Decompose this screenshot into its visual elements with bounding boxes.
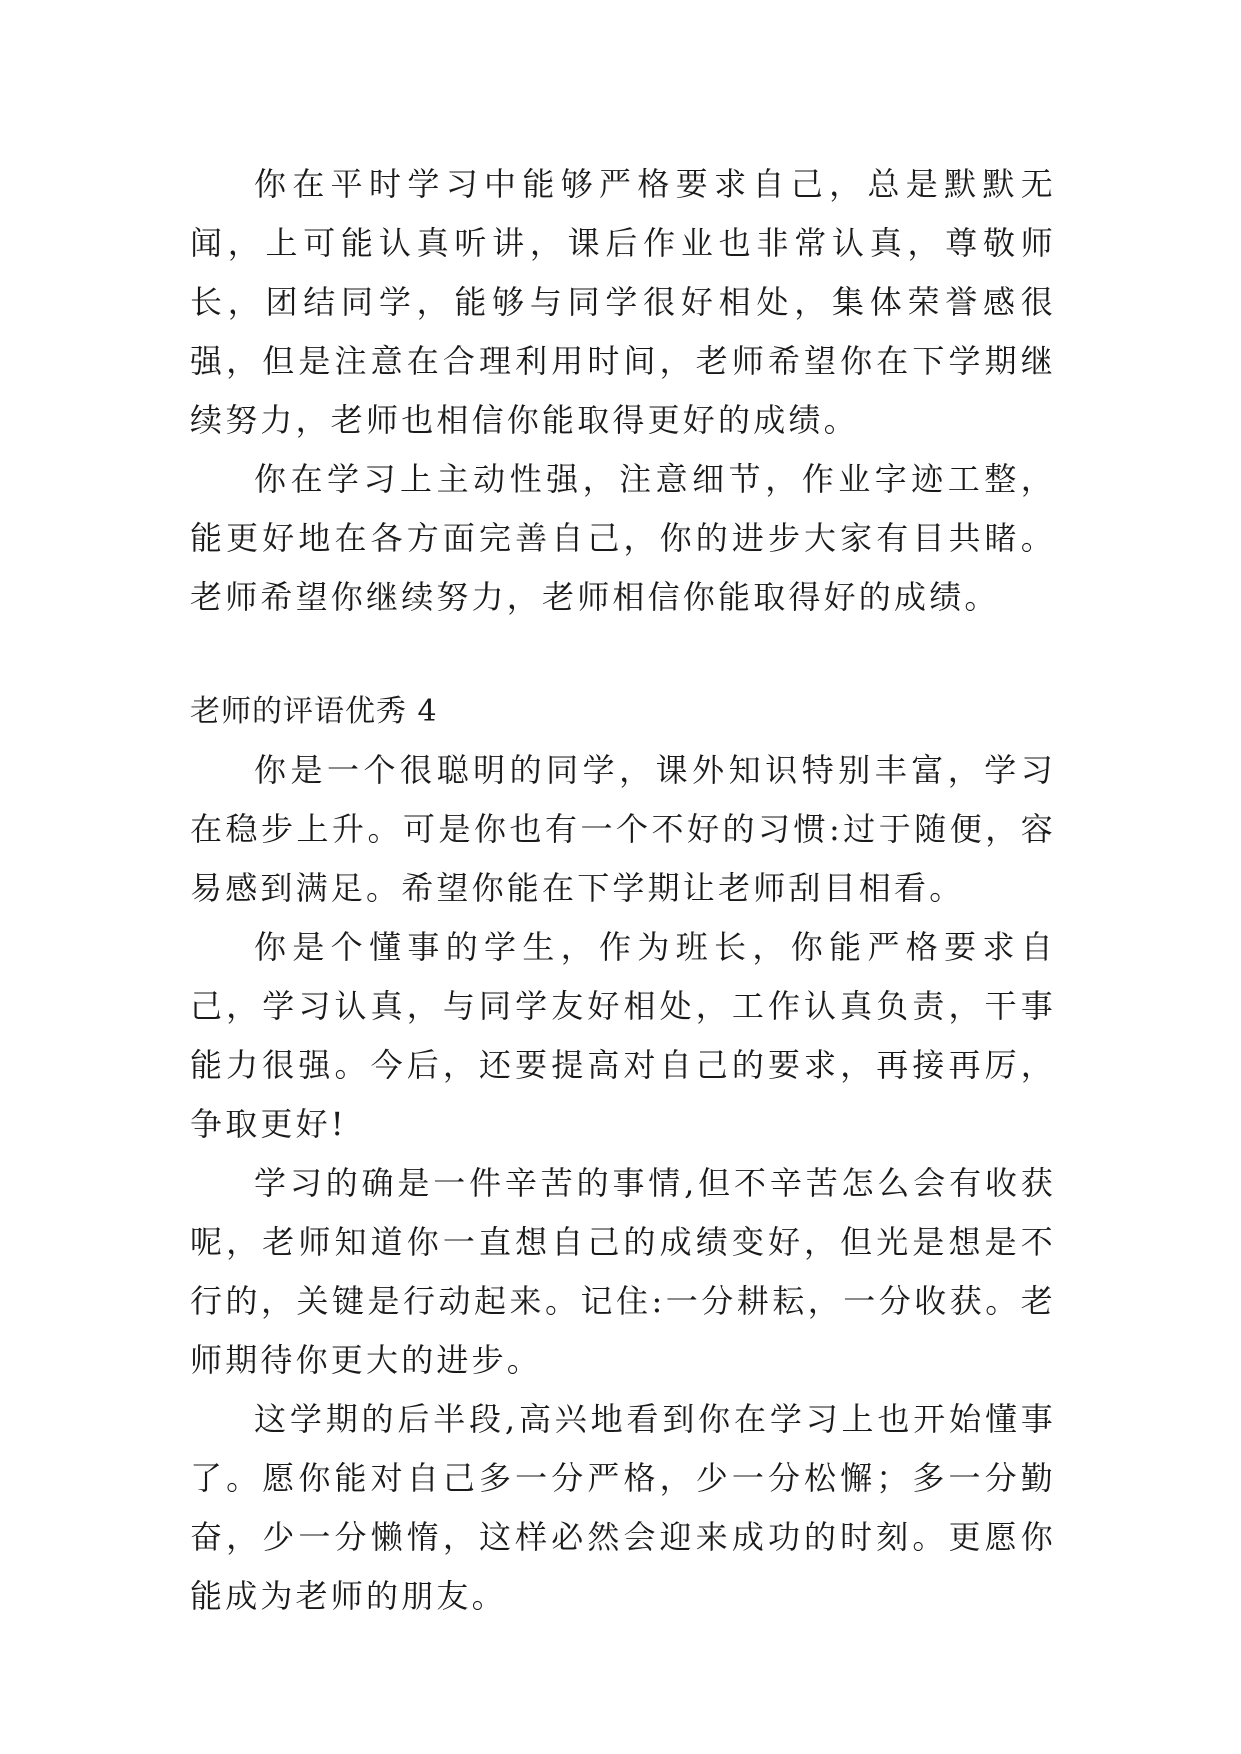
paragraph-second-half-term: 这学期的后半段,高兴地看到你在学习上也开始懂事了。愿你能对自己多一分严格，少一分松懈；多一分勤奋，少一分懒惰，这样必然会迎来成功的时刻。更愿你能成为老师的朋友。 bbox=[190, 1400, 1056, 1615]
document-body bbox=[190, 155, 1056, 1626]
paragraph-initiative-student: 你在学习上主动性强，注意细节，作业字迹工整，能更好地在各方面完善自己，你的进步大家有目共睹。老师希望你继续努力，老师相信你能取得好的成绩。 bbox=[190, 460, 1056, 616]
paragraph-smart-student: 你是一个很聪明的同学，课外知识特别丰富，学习在稳步上升。可是你也有一个不好的习惯:过于随便，容易感到满足。希望你能在下学期让老师刮目相看。 bbox=[190, 751, 1056, 907]
paragraph-class-monitor: 你是个懂事的学生，作为班长，你能严格要求自己，学习认真，与同学友好相处，工作认真负责，干事能力很强。今后，还要提高对自己的要求，再接再厉，争取更好! bbox=[190, 928, 1056, 1143]
section-heading: 老师的评语优秀 4 bbox=[190, 694, 438, 729]
paragraph-hard-work: 学习的确是一件辛苦的事情,但不辛苦怎么会有收获呢，老师知道你一直想自己的成绩变好，但光是想是不行的，关键是行动起来。记住:一分耕耘，一分收获。老师期待你更大的进步。 bbox=[190, 1164, 1056, 1379]
paragraph-diligent-student: 你在平时学习中能够严格要求自己，总是默默无闻，上可能认真听讲，课后作业也非常认真，尊敬师长，团结同学，能够与同学很好相处，集体荣誉感很强，但是注意在合理利用时间，老师希望你在下学期继续努力，老师也相信你能取得更好的成绩。 bbox=[190, 165, 1056, 439]
